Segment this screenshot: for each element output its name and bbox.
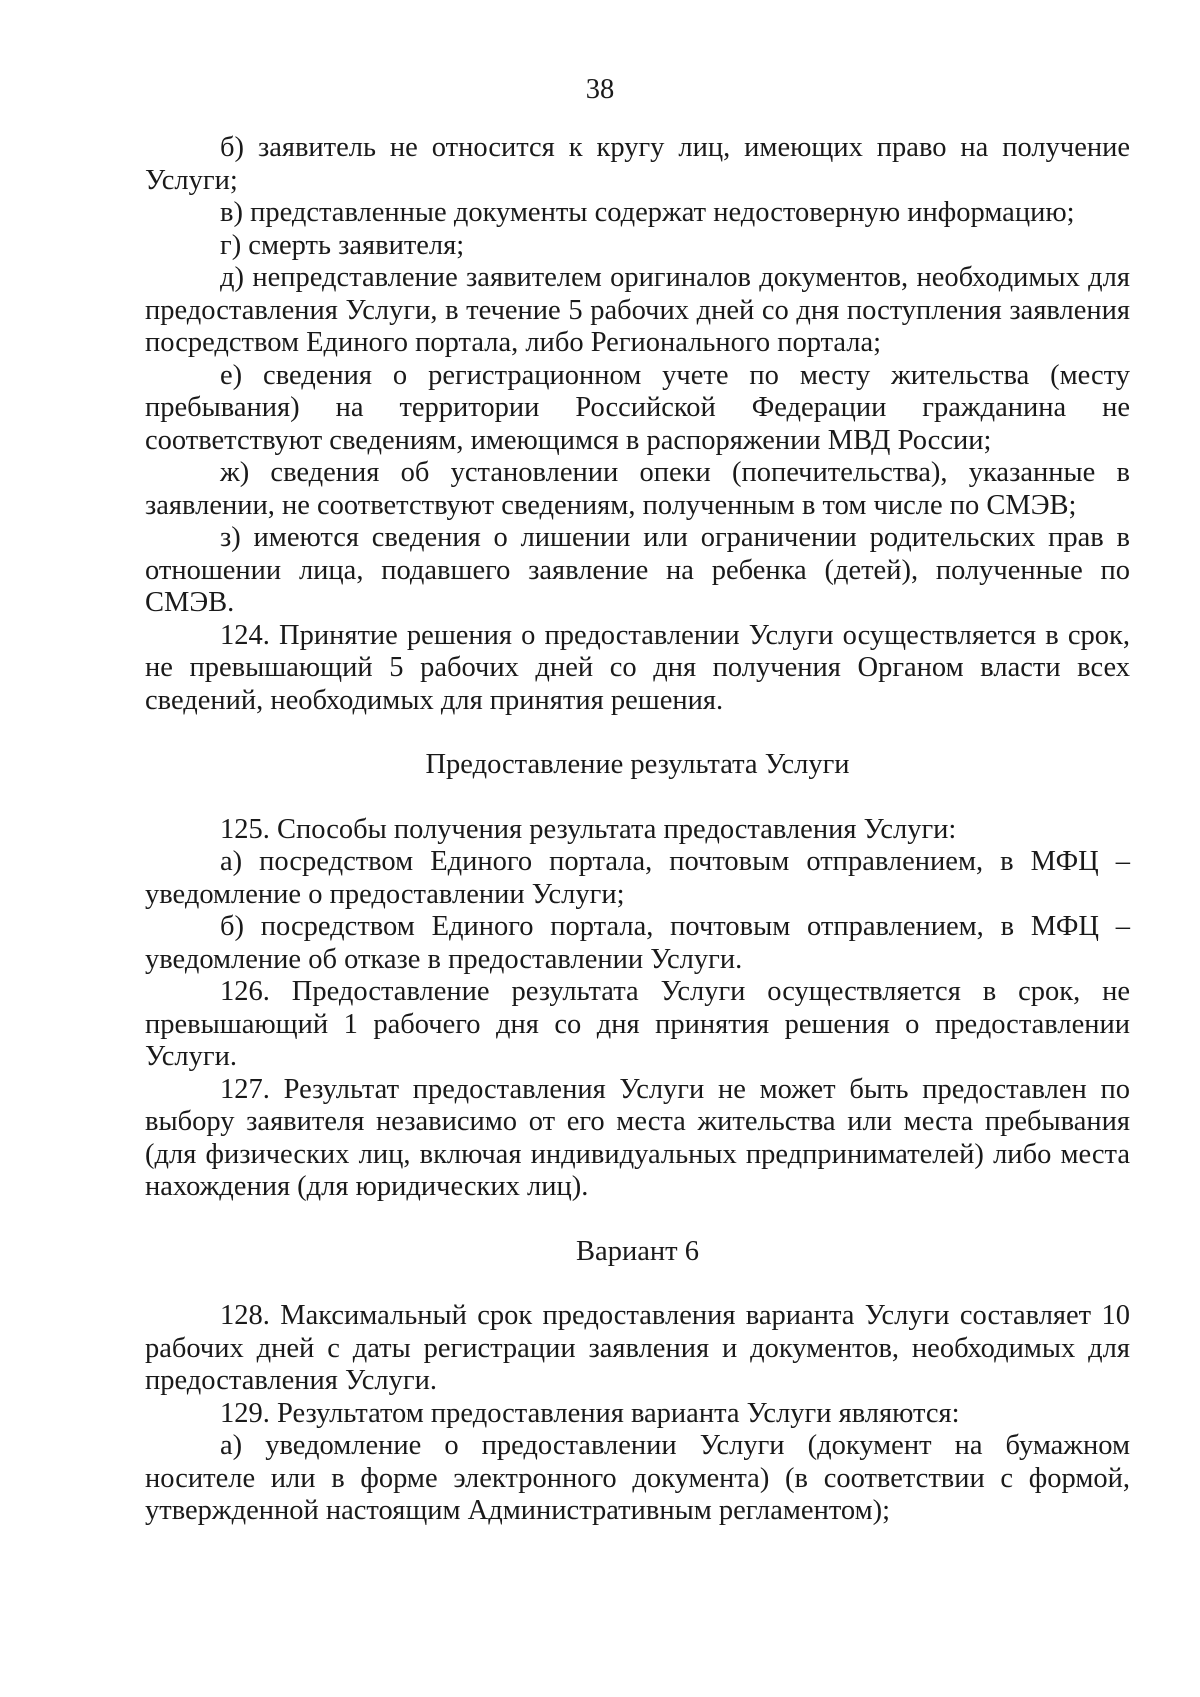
paragraph-129: 129. Результатом предоставления варианта Услуги являются:	[220, 1397, 960, 1429]
document-body	[145, 132, 1130, 1528]
paragraph-item-g: г) смерть заявителя;	[220, 229, 465, 261]
paragraph-124: 124. Принятие решения о предоставлении Услуги осуществляется в срок, не превышающий 5 рабочих дней со дня получения Органом власти всех сведений, необходимых для принятия решения.	[145, 619, 1130, 716]
paragraph-125-item-b: б) посредством Единого портала, почтовым отправлением, в МФЦ – уведомление об отказе в предоставлении Услуги.	[145, 911, 1130, 975]
paragraph-128: 128. Максимальный срок предоставления варианта Услуги составляет 10 рабочих дней с даты регистрации заявления и документов, необходимых для предоставления Услуги.	[145, 1300, 1130, 1396]
page-number: 38	[585, 74, 615, 105]
paragraph-item-zh: ж) сведения об установлении опеки (попечительства), указанные в заявлении, не соответствуют сведениям, полученным в том числе по СМЭВ;	[145, 457, 1130, 521]
paragraph-125-item-a: а) посредством Единого портала, почтовым отправлением, в МФЦ – уведомление о предоставлении Услуги;	[145, 846, 1130, 910]
paragraph-129-item-a: а) уведомление о предоставлении Услуги (документ на бумажном носителе или в форме электронного документа) (в соответствии с формой, утвержденной настоящим Административным регламентом);	[145, 1430, 1130, 1526]
paragraph-item-d: д) непредставление заявителем оригиналов документов, необходимых для предоставления Услуги, в течение 5 рабочих дней со дня поступления заявления посредством Единого портала, либо Регионального портала;	[145, 262, 1130, 358]
paragraph-125: 125. Способы получения результата предоставления Услуги:	[220, 813, 957, 845]
paragraph-126: 126. Предоставление результата Услуги осуществляется в срок, не превышающий 1 рабочего дня со дня принятия решения о предоставлении Услуги.	[145, 976, 1130, 1072]
section-heading-variant-6: Вариант 6	[576, 1235, 699, 1267]
section-heading-result: Предоставление результата Услуги	[425, 749, 850, 780]
paragraph-item-v: в) представленные документы содержат недостоверную информацию;	[220, 197, 1075, 228]
paragraph-127: 127. Результат предоставления Услуги не может быть предоставлен по выбору заявителя независимо от его места жительства или места пребывания (для физических лиц, включая индивидуальных предпринимателей) либо места нахождения (для юридических лиц).	[145, 1073, 1130, 1202]
paragraph-item-z: з) имеются сведения о лишении или ограничении родительских прав в отношении лица, подавшего заявление на ребенка (детей), полученные по СМЭВ.	[145, 522, 1130, 618]
paragraph-item-b: б) заявитель не относится к кругу лиц, имеющих право на получение Услуги;	[145, 132, 1130, 196]
paragraph-item-e: е) сведения о регистрационном учете по месту жительства (месту пребывания) на территории Российской Федерации гражданина не соответствуют сведениям, имеющимся в распоряжении МВД России;	[145, 359, 1130, 456]
